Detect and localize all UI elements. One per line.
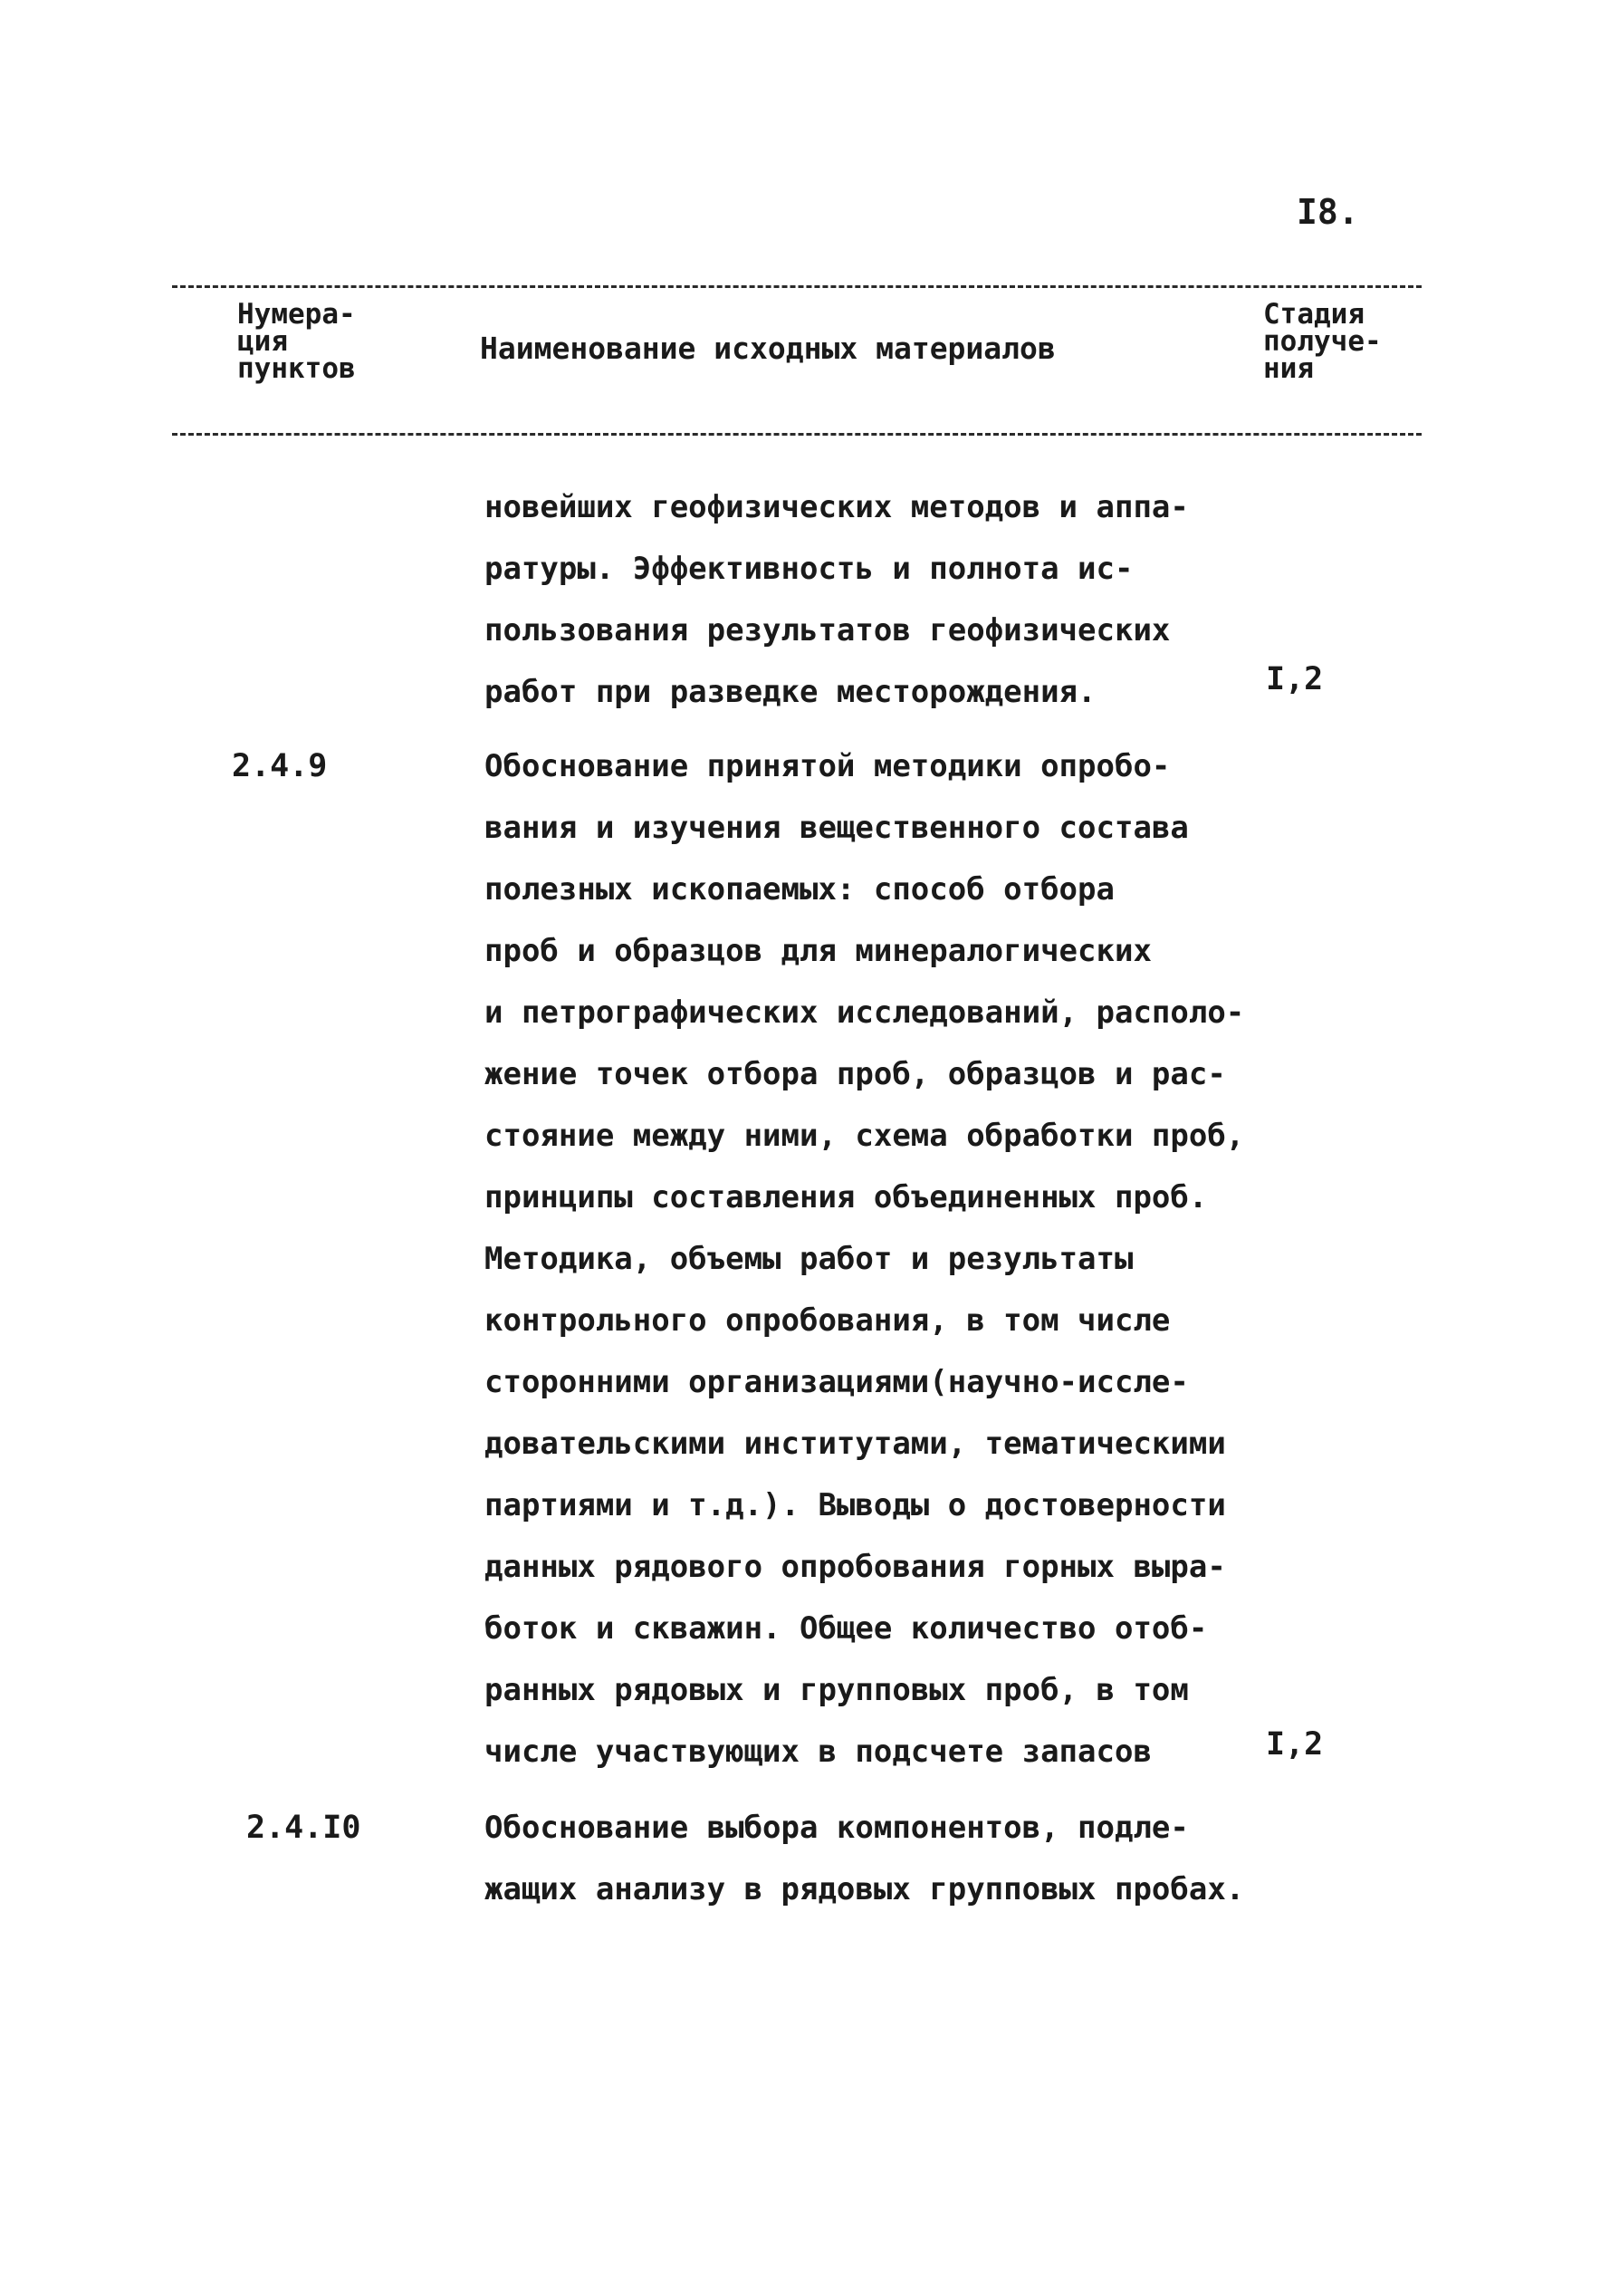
- text-line: Методика, объемы работ и результаты: [484, 1241, 1134, 1277]
- text-line: ратуры. Эффективность и полнота ис-: [484, 551, 1134, 587]
- header-col1-line: пунктов: [237, 352, 356, 385]
- text-line: вания и изучения вещественного состава: [484, 810, 1189, 846]
- item-description: [484, 1797, 1244, 1920]
- page-number: I8.: [1297, 192, 1359, 232]
- text-line: Обоснование принятой методики опробо-: [484, 748, 1171, 784]
- text-line: числе участвующих в подсчете запасов: [484, 1734, 1152, 1770]
- item-number: 2.4.9: [232, 748, 328, 784]
- header-column-numbering: [237, 298, 356, 385]
- text-line: данных рядового опробования горных выра-: [484, 1549, 1226, 1585]
- text-line: Обоснование выбора компонентов, подле-: [484, 1810, 1189, 1846]
- text-line: новейших геофизических методов и аппа-: [484, 489, 1189, 525]
- header-col3-line: ния: [1263, 352, 1314, 385]
- stage-value: I,2: [1266, 661, 1324, 697]
- text-line: контрольного опробования, в том числе: [484, 1302, 1171, 1339]
- table-header-bottom-rule: [172, 433, 1422, 436]
- header-col1-line: Нумера-: [237, 298, 356, 331]
- header-col3-line: получе-: [1263, 325, 1382, 358]
- item-description: [484, 735, 1244, 1782]
- header-col3-line: Стадия: [1263, 298, 1365, 331]
- header-col1-line: ция: [237, 325, 288, 358]
- text-line: сторонними организациями(научно-иссле-: [484, 1364, 1189, 1400]
- text-line: жение точек отбора проб, образцов и рас-: [484, 1056, 1226, 1092]
- text-line: ранных рядовых и групповых проб, в том: [484, 1672, 1189, 1708]
- text-line: работ при разведке месторождения.: [484, 674, 1097, 710]
- text-line: принципы составления объединенных проб.: [484, 1179, 1208, 1215]
- text-line: полезных ископаемых: способ отбора: [484, 871, 1115, 908]
- text-line: партиями и т.д.). Выводы о достоверности: [484, 1487, 1226, 1523]
- header-column-materials: Наименование исходных материалов: [480, 331, 1056, 366]
- continuation-text: [484, 476, 1189, 723]
- text-line: пользования результатов геофизических: [484, 612, 1171, 648]
- text-line: жащих анализу в рядовых групповых пробах.: [484, 1871, 1245, 1907]
- text-line: стояние между ними, схема обработки проб,: [484, 1118, 1245, 1154]
- item-number: 2.4.I0: [246, 1810, 361, 1846]
- text-line: боток и скважин. Общее количество отоб-: [484, 1610, 1208, 1647]
- text-line: довательскими институтами, тематическими: [484, 1426, 1226, 1462]
- text-line: и петрографических исследований, располо-: [484, 994, 1245, 1031]
- header-column-stage: [1263, 298, 1382, 385]
- text-line: проб и образцов для минералогических: [484, 933, 1152, 969]
- table-header-top-rule: [172, 285, 1422, 288]
- stage-value: I,2: [1266, 1726, 1324, 1763]
